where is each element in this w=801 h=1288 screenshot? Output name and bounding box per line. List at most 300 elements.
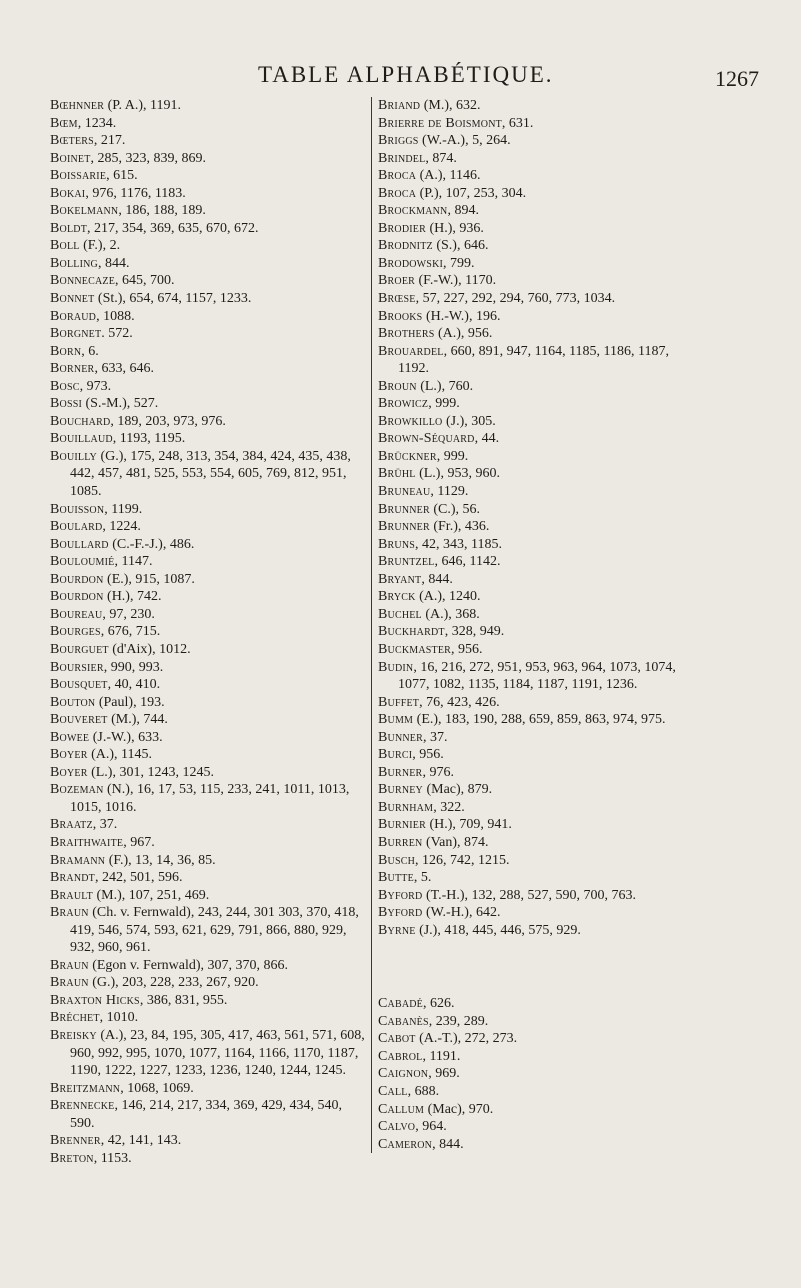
entry-name: Budin [378,659,414,675]
entry-refs: , 688. [407,1083,440,1099]
index-entry [50,255,368,273]
entry-name: Born [50,343,82,359]
entry-refs: , 37. [92,817,118,833]
entry-name: Cabadé [378,996,423,1012]
entry-name: Brouardel [378,343,444,359]
entry-name: Boissarie [50,168,107,184]
entry-name: Browicz [378,396,429,412]
index-entry [378,1118,698,1136]
entry-name: Cabrol [378,1048,423,1064]
index-entry [378,115,698,133]
page-title: TABLE ALPHABÉTIQUE. [258,62,554,87]
entry-name: Brindel [378,150,426,166]
entry-refs: . 572. [101,326,133,342]
entry-refs: , 976. [422,764,454,780]
index-entry [378,799,698,817]
index-entry [378,764,698,782]
entry-name: Bolling [50,255,98,271]
entry-name: Boyer [50,764,88,780]
entry-name: Bryck [378,589,416,605]
entry-refs: (A.), 1145. [87,747,152,763]
entry-name: Bosc [50,378,80,394]
entry-name: Braxton Hicks [50,992,140,1008]
index-entry [50,869,368,887]
entry-name: Bouisson [50,501,105,517]
entry-refs: , 126, 742, 1215. [415,852,510,868]
entry-refs: , 633, 646. [94,361,154,377]
index-entry [378,1013,698,1031]
entry-refs: , 189, 203, 973, 976. [110,413,226,429]
entry-refs: , 239, 289. [428,1013,489,1029]
entry-refs: , 844. [421,571,453,587]
index-entry [50,1132,368,1150]
entry-name: Bunner [378,729,423,745]
entry-name: Bouilly [50,448,97,464]
entry-refs: , 1153. [93,1150,132,1166]
index-entry [50,1009,368,1027]
index-entry [50,992,368,1010]
entry-name: Brodnitz [378,238,433,254]
entry-name: Brodier [378,220,426,236]
entry-name: Bryant [378,571,422,587]
entry-refs: , 5. [413,870,432,886]
entry-refs: (J.), 305. [442,413,496,429]
entry-refs: , 999. [428,396,460,412]
entry-name: Boyer [50,747,88,763]
index-entry [378,729,698,747]
index-entry [378,501,698,519]
right-index-column [371,97,698,1153]
index-entry [378,272,698,290]
entry-refs: , 217. [93,133,126,149]
entry-name: Brenner [50,1133,101,1149]
index-entry [378,185,698,203]
entry-refs: (A.), 1146. [416,168,481,184]
entry-refs: , 217, 354, 369, 635, 670, 672. [87,220,259,236]
entry-refs: , 1068, 1069. [120,1080,194,1096]
entry-name: Boursier [50,659,104,675]
index-entry [50,430,368,448]
index-entry [50,1150,368,1168]
index-entry [378,606,698,624]
entry-refs: , 956. [412,747,444,763]
entry-name: Buffet [378,694,420,710]
index-entry [378,167,698,185]
entry-name: Braun [50,975,89,991]
entry-refs: (A.), 956. [434,326,493,342]
entry-refs: , 322. [433,799,465,815]
entry-refs: , 973. [79,378,112,394]
index-entry [50,887,368,905]
entry-name: Bowee [50,729,90,745]
entry-refs: , 964. [415,1119,447,1135]
index-entry [378,746,698,764]
index-entry [50,711,368,729]
index-entry [378,1101,698,1119]
entry-refs: (J.-W.), 633. [89,729,163,745]
entry-refs: , 976, 1176, 1183. [85,185,186,201]
entry-name: Brunner [378,501,430,517]
entry-refs: (H.), 936. [425,220,484,236]
entry-refs: (G.), 203, 228, 233, 267, 920. [88,975,259,991]
index-entry [50,676,368,694]
index-entry [50,1027,368,1080]
entry-refs: , 242, 501, 596. [94,870,183,886]
left-index-column [50,97,368,1167]
entry-name: Brunner [378,519,430,535]
index-entry [50,272,368,290]
index-entry [50,834,368,852]
entry-refs: , 956. [451,641,483,657]
index-entry [50,974,368,992]
entry-refs: (T.-H.), 132, 288, 527, 590, 700, 763. [422,887,637,903]
entry-refs: , 76, 423, 426. [419,694,500,710]
entry-refs: , 874. [425,150,457,166]
entry-refs: , 97, 230. [102,606,155,622]
entry-name: Boll [50,238,80,254]
entry-refs: , 967. [123,834,155,850]
entry-refs: (P.), 107, 253, 304. [416,185,527,201]
entry-refs: (G.), 175, 248, 313, 354, 384, 424, 435, 438, 442, 457, 481, 525, 553, 554, 605, 769, 812, 951, 1085. [70,448,351,500]
index-entry [378,781,698,799]
entry-name: Brown-Séquard [378,431,475,447]
entry-refs: , 631. [501,115,534,131]
entry-refs: (P. A.), 1191. [104,98,181,113]
index-entry [378,290,698,308]
index-entry [378,378,698,396]
entry-name: Braun [50,905,89,921]
entry-name: Bonnet [50,291,95,307]
index-entry [378,255,698,273]
entry-name: Burnham [378,799,434,815]
entry-refs: (Mac), 970. [424,1101,494,1117]
index-entry [50,764,368,782]
index-entry [378,325,698,343]
page-number: 1267 [715,66,759,91]
index-entry [378,220,698,238]
entry-name: Cameron [378,1136,433,1152]
entry-refs: , 42, 343, 1185. [415,536,502,552]
index-entry [378,448,698,466]
entry-name: Brierre de Boismont [378,115,502,131]
page-header [0,62,801,92]
entry-refs: , 1224. [102,519,141,535]
index-entry [50,623,368,641]
index-entry [378,465,698,483]
entry-name: Calvo [378,1119,416,1135]
index-entry [50,659,368,677]
index-entry [378,343,698,378]
entry-name: Brodowski [378,255,444,271]
entry-name: Breton [50,1150,94,1166]
entry-name: Bokai [50,185,86,201]
entry-refs: , 645, 700. [115,273,175,289]
entry-refs: (H.), 709, 941. [425,817,512,833]
index-entry [378,483,698,501]
index-entry [50,448,368,501]
index-entry [378,308,698,326]
index-entry [50,185,368,203]
entry-refs: , 186, 188, 189. [118,203,206,219]
entry-name: Butte [378,870,414,886]
entry-name: Buckhardt [378,624,445,640]
index-entry [50,641,368,659]
entry-name: Bonnecaze [50,273,116,289]
index-entry [378,395,698,413]
index-entry [50,167,368,185]
entry-refs: (M.), 744. [107,712,168,728]
index-entry [50,518,368,536]
entry-refs: , 799. [443,255,475,271]
entry-name: Brückner [378,448,437,464]
index-entry [50,202,368,220]
entry-name: Bruneau [378,484,431,500]
entry-name: Boureau [50,606,103,622]
entry-refs: (W.-H.), 642. [422,905,501,921]
entry-name: Boulard [50,519,103,535]
index-entry [50,308,368,326]
entry-name: Burren [378,834,423,850]
entry-refs: (S.-M.), 527. [82,396,159,412]
entry-name: Caignon [378,1066,429,1082]
entry-name: Bruntzel [378,554,435,570]
index-entry [378,922,698,940]
index-entry [50,150,368,168]
entry-refs: , 37. [422,729,448,745]
entry-refs: , 660, 891, 947, 1164, 1185, 1186, 1187, 1192. [398,343,670,377]
entry-name: Borner [50,361,95,377]
entry-name: Bréchet [50,1010,100,1026]
index-entry [378,536,698,554]
index-entry [378,588,698,606]
index-entry [50,395,368,413]
entry-name: Bramann [50,852,106,868]
entry-name: Breisky [50,1027,97,1043]
index-entry [378,887,698,905]
entry-name: Bumm [378,712,414,728]
entry-name: Bœm [50,115,78,131]
index-entry [50,501,368,519]
index-entry [378,430,698,448]
entry-refs: (Paul), 193. [95,694,165,710]
entry-name: Bouchard [50,413,111,429]
index-entry [378,694,698,712]
entry-refs: , 57, 227, 292, 294, 760, 773, 1034. [415,291,616,307]
index-entry [50,1080,368,1098]
entry-name: Brœse [378,291,416,307]
entry-refs: (S.), 646. [432,238,489,254]
entry-refs: (H.), 742. [103,589,162,605]
entry-refs: , 285, 323, 839, 869. [90,150,207,166]
entry-refs: , 1199. [104,501,143,517]
entry-name: Braatz [50,817,93,833]
entry-name: Bruns [378,536,416,552]
entry-refs: , 626. [422,996,455,1012]
entry-name: Busch [378,852,416,868]
index-entry [50,1097,368,1132]
entry-refs: , 646, 1142. [434,554,501,570]
entry-name: Boraud [50,308,97,324]
entry-name: Bouveret [50,712,108,728]
index-entry [378,413,698,431]
entry-refs: (d'Aix), 1012. [108,641,191,657]
entry-refs: (M.), 107, 251, 469. [92,887,210,903]
entry-name: Boullard [50,536,109,552]
entry-refs: , 6. [81,343,99,359]
entry-name: Boldt [50,220,87,236]
index-entry [50,378,368,396]
entry-refs: , 44. [474,431,500,447]
index-entry [50,536,368,554]
index-entry [378,852,698,870]
entry-refs: (Ch. v. Fernwald), 243, 244, 301 303, 370, 418, 419, 546, 574, 593, 621, 629, 791, 866, 880, 929, 932, 960, 961. [70,905,359,956]
entry-refs: , 42, 141, 143. [100,1133,182,1149]
entry-name: Burnier [378,817,426,833]
entry-refs: (L.), 760. [416,378,474,394]
entry-name: Buckmaster [378,641,452,657]
index-entry [50,97,368,115]
entry-name: Broer [378,273,416,289]
entry-name: Bœhnner [50,98,105,113]
entry-refs: , 844. [432,1136,464,1152]
entry-name: Cabot [378,1031,416,1047]
index-entry [378,834,698,852]
entry-name: Bourguet [50,641,109,657]
entry-name: Briand [378,98,421,113]
index-entry [378,202,698,220]
entry-name: Cabanès [378,1013,429,1029]
entry-name: Broca [378,185,417,201]
index-entry [378,816,698,834]
index-entry [50,852,368,870]
entry-refs: , 615. [106,168,138,184]
entry-refs: (F.), 13, 14, 36, 85. [105,852,216,868]
entry-refs: (Fr.), 436. [429,519,490,535]
index-entry [378,995,698,1013]
entry-name: Brothers [378,326,435,342]
index-entry [50,290,368,308]
index-entry [378,97,698,115]
entry-refs: (A.), 23, 84, 195, 305, 417, 463, 561, 571, 608, 960, 992, 995, 1070, 1077, 1164, 1166, 1170, 1187, 1190, 1222, 1227, 1233, 1236, 1240, 1244, 1245. [70,1027,365,1079]
entry-name: Briggs [378,133,419,149]
index-entry [378,641,698,659]
entry-name: Byford [378,905,423,921]
index-entry [50,588,368,606]
entry-name: Bozeman [50,782,104,798]
index-entry [378,518,698,536]
entry-name: Boinet [50,150,91,166]
entry-refs: (F.), 2. [79,238,121,254]
entry-name: Byford [378,887,423,903]
entry-name: Broca [378,168,417,184]
entry-refs: (A.-T.), 272, 273. [415,1031,518,1047]
index-entry [378,659,698,694]
index-entry [378,571,698,589]
entry-name: Brault [50,887,93,903]
entry-name: Call [378,1083,408,1099]
entry-name: Brockmann [378,203,448,219]
index-entry [50,115,368,133]
entry-name: Bouton [50,694,96,710]
index-entry [378,1048,698,1066]
entry-name: Bouloumié [50,554,115,570]
entry-refs: (A.), 1240. [415,589,481,605]
index-entry [50,237,368,255]
entry-refs: (L.), 301, 1243, 1245. [87,764,214,780]
entry-refs: , 146, 214, 217, 334, 369, 429, 434, 540, 590. [70,1098,342,1131]
entry-refs: , 999. [436,448,469,464]
entry-refs: (N.), 16, 17, 53, 115, 233, 241, 1011, 1013, 1015, 1016. [70,782,350,815]
entry-name: Burner [378,764,423,780]
entry-refs: , 1234. [77,115,117,131]
entry-name: Braithwaite [50,834,124,850]
index-entry [378,1083,698,1101]
index-entry [50,132,368,150]
index-entry [378,623,698,641]
index-entry [50,553,368,571]
entry-refs: , 1191. [422,1048,461,1064]
entry-refs: (M.), 632. [420,98,481,113]
entry-refs: (Van), 874. [422,834,489,850]
entry-refs: (W.-A.), 5, 264. [418,133,511,149]
index-entry [378,1136,698,1154]
entry-refs: , 1147. [114,554,153,570]
entry-name: Bouillaud [50,431,113,447]
entry-refs: , 328, 949. [444,624,505,640]
index-entry [378,237,698,255]
entry-refs: , 16, 216, 272, 951, 953, 963, 964, 1073, 1074, 1077, 1082, 1135, 1184, 1187, 1191, 1236. [398,659,676,693]
entry-refs: , 386, 831, 955. [139,992,228,1008]
entry-name: Bourges [50,624,101,640]
index-entry [378,1030,698,1048]
entry-refs: , 969. [428,1066,460,1082]
entry-name: Brennecke [50,1098,115,1114]
entry-refs: (H.-W.), 196. [422,308,501,324]
entry-refs: , 40, 410. [107,677,161,693]
entry-name: Bousquet [50,677,108,693]
index-entry [50,957,368,975]
index-entry [378,869,698,887]
entry-name: Broun [378,378,417,394]
entry-refs: (Egon v. Fernwald), 307, 370, 866. [88,957,289,973]
index-entry [50,220,368,238]
index-entry [378,132,698,150]
index-entry [50,694,368,712]
index-entry [378,711,698,729]
entry-refs: , 1010. [99,1010,139,1026]
entry-name: Brandt [50,870,95,886]
entry-name: Brooks [378,308,423,324]
entry-name: Bourdon [50,571,104,587]
entry-refs: (E.), 183, 190, 288, 659, 859, 863, 974, 975. [413,712,666,728]
entry-name: Bœters [50,133,94,149]
entry-name: Breitzmann [50,1080,121,1096]
entry-name: Byrne [378,922,416,938]
entry-name: Bokelmann [50,203,119,219]
entry-refs: (A.), 368. [421,606,480,622]
index-entry [378,150,698,168]
entry-name: Buchel [378,606,422,622]
index-entry [50,343,368,361]
entry-name: Brühl [378,466,416,482]
index-entry [378,904,698,922]
index-entry [50,606,368,624]
entry-name: Callum [378,1101,425,1117]
entry-refs: (E.), 915, 1087. [103,571,195,587]
entry-refs: (J.), 418, 445, 446, 575, 929. [415,922,581,938]
index-entry [50,746,368,764]
entry-refs: , 990, 993. [103,659,164,675]
